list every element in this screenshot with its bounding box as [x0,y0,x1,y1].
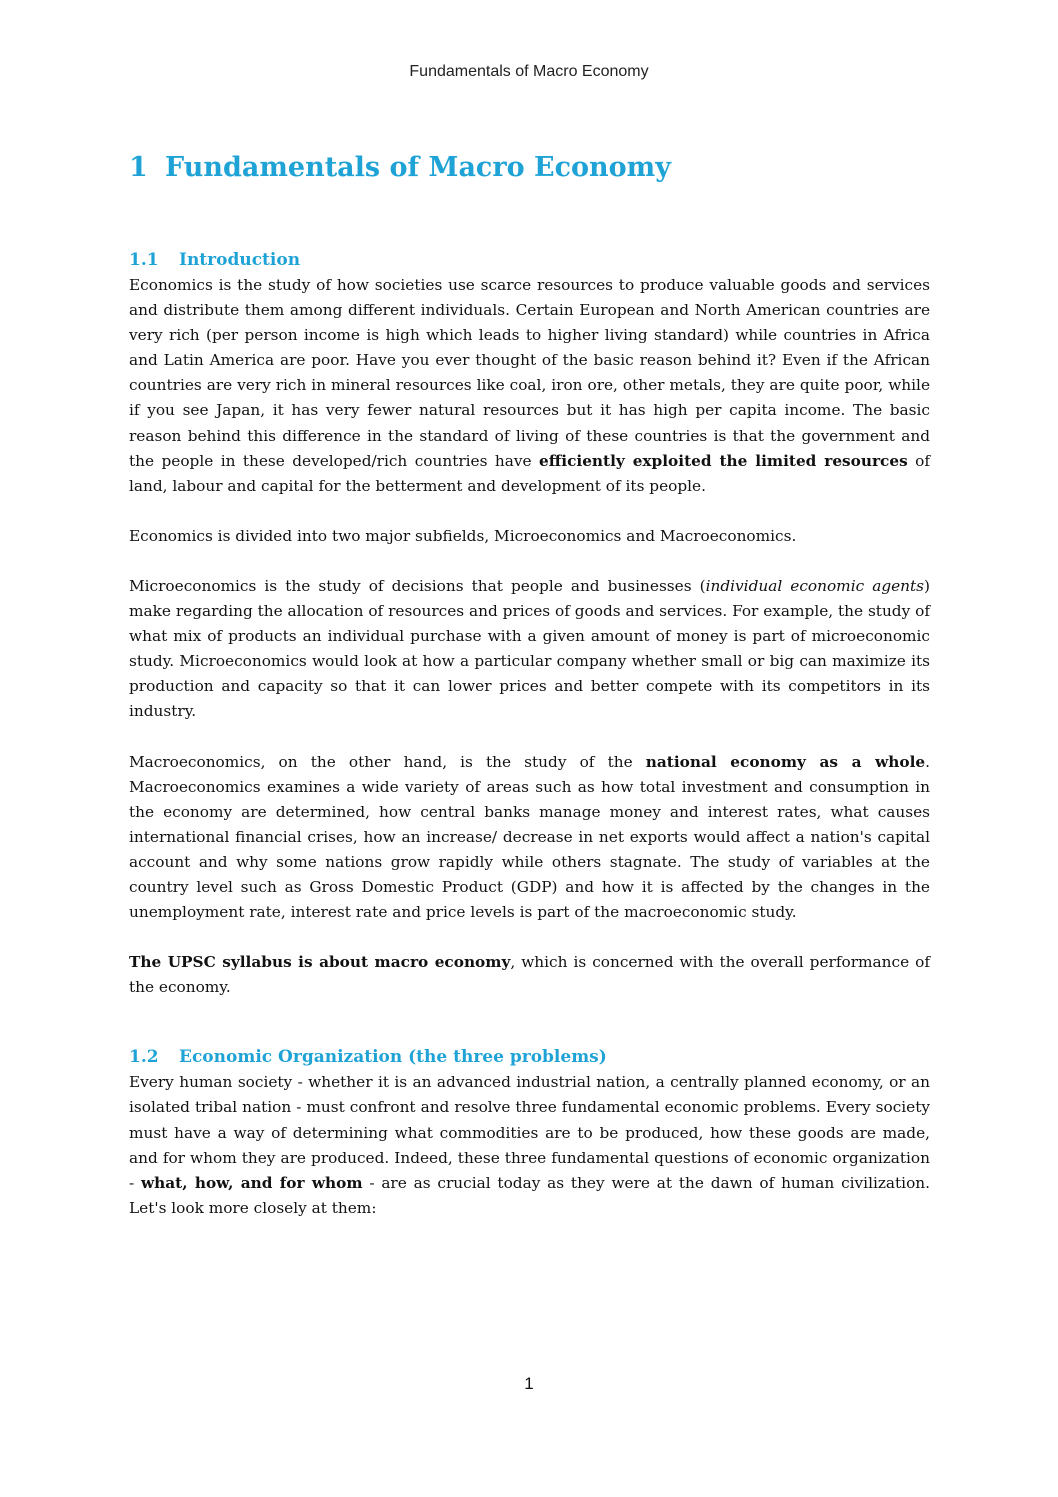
bold-text: what, how, and for whom [140,1173,363,1192]
text-run: , which is concerned with the overall performance of the economy. [129,953,930,997]
text-run: . Macroeconomics examines a wide variety of areas such as how total investment and consumption in the economy are determined, how central banks manage money and interest rates, what causes international financial crises, how an increase/ decrease in net exports would affect a nation's capital account and why some nations grow rapidly while others stagnate. The study of variables at the country level such as Gross Domestic Product (GDP) and how it is affected by the changes in the unemployment rate, interest rate and price levels is part of the macroeconomic study. [129,752,930,922]
bold-text: The UPSC syllabus is about macro economy [129,953,511,972]
running-header: Fundamentals of Macro Economy [409,63,649,80]
paragraph-three-problems [129,1070,930,1221]
text-run: - are as crucial today as they were at the dawn of human civilization. Let's look more closely at them: [129,1173,930,1217]
text-run: Every human society - whether it is an advanced industrial nation, a centrally planned economy, or an isolated tribal nation - must confront and resolve three fundamental economic problems. Every society must have a way of determining what commodities are to be produced, how these goods are made, and for whom they are produced. Indeed, these three fundamental questions of economic organization - [129,1073,930,1192]
paragraph-intro [129,273,930,499]
paragraph-microeconomics [129,574,930,725]
paragraph-subfields: Economics is divided into two major subfields, Microeconomics and Macroeconomics. [129,526,797,545]
paragraph-upsc [129,950,930,1000]
text-run: Macroeconomics, on the other hand, is the study of the [129,752,646,771]
text-run: ) make regarding the allocation of resources and prices of goods and services. For example, the study of what mix of products an individual purchase with a given amount of money is part of microeconomic study. Microeconomics would look at how a particular company whether small or big can maximize its production and capacity so that it can lower prices and better compete with its competitors in its industry. [129,576,930,721]
section-number: 1.2 [129,1047,159,1068]
italic-text: individual economic agents [705,576,925,595]
page-number: 1 [524,1374,534,1393]
bold-text: efficiently exploited the limited resources [538,451,908,470]
section-heading-introduction [129,248,930,273]
text-run: of land, labour and capital for the betterment and development of its people. [129,451,930,495]
section-number: 1.1 [129,250,159,270]
chapter-title-text: Fundamentals of Macro Economy [165,152,671,183]
text-run: Economics is the study of how societies use scarce resources to produce valuable goods and services and distribute them among different individuals. Certain European and North American countries are very rich (per person income is high which leads to higher living standard) while countries in Africa and Latin America are poor. Have you ever thought of the basic reason behind it? Even if the African countries are very rich in mineral resources like coal, iron ore, other metals, they are quite poor, while if you see Japan, it has very fewer natural resources but it has high per capita income. The basic reason behind this difference in the standard of living of these countries is that the government and the people in these developed/rich countries have [129,276,930,470]
section-title: Economic Organization (the three problems) [179,1047,607,1068]
section-title: Introduction [179,250,301,270]
page-content [129,150,930,1246]
section-heading-economic-organization [129,1045,930,1070]
bold-text: national economy as a whole [645,752,926,771]
chapter-title [129,150,930,186]
text-run: Microeconomics is the study of decisions that people and businesses ( [129,576,706,595]
chapter-number: 1 [129,152,148,183]
paragraph-macroeconomics [129,750,930,926]
